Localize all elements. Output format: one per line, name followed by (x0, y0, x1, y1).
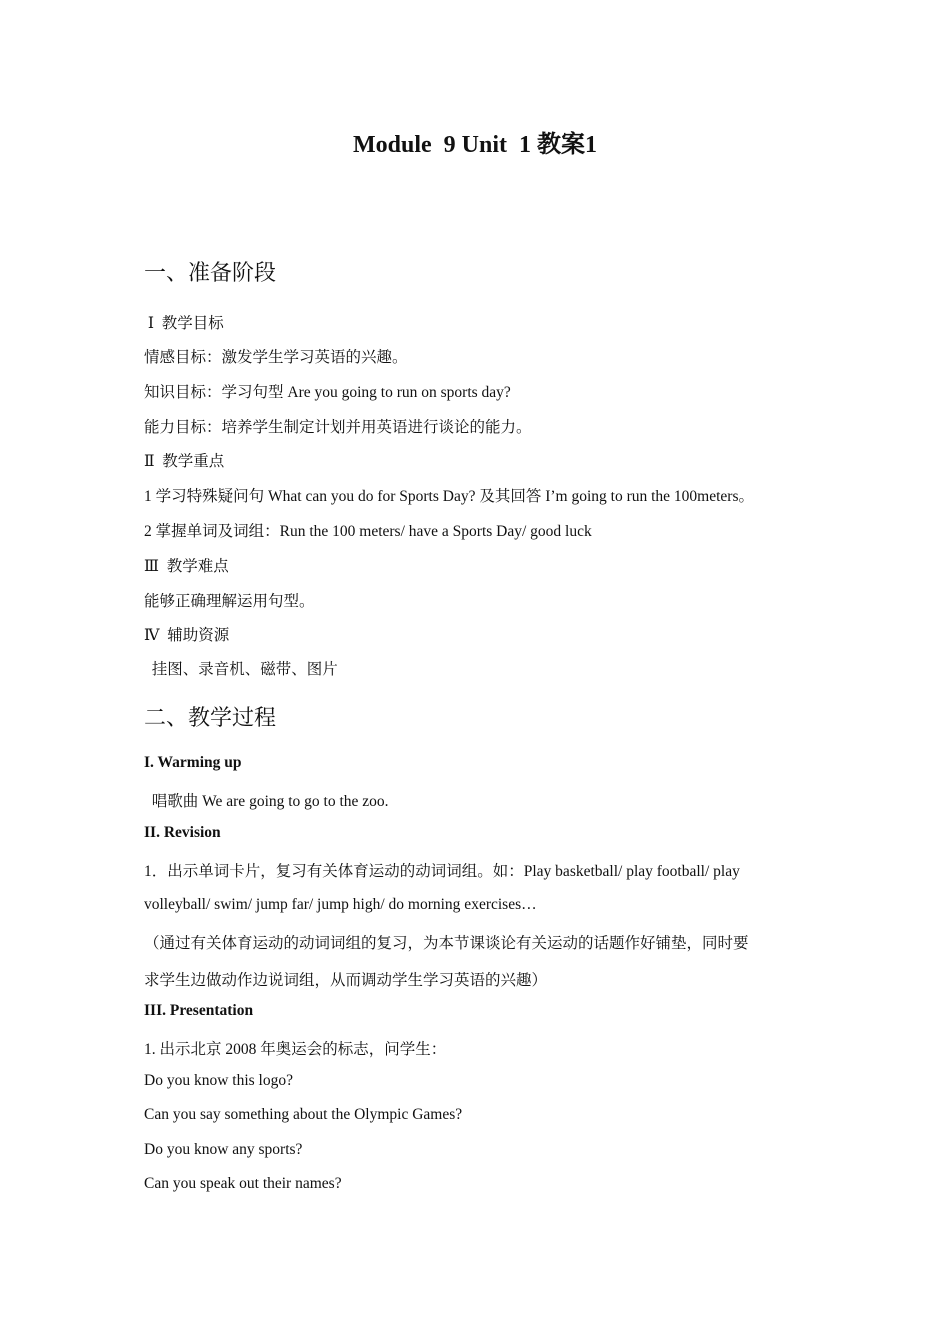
presentation-line-5: Can you speak out their names? (144, 1175, 342, 1192)
difficulty-text: 能够正确理解运用句型。 (144, 593, 315, 610)
revision-line-1: 1．出示单词卡片，复习有关体育运动的动词词组。如：Play basketball/ play football/ play (144, 863, 740, 880)
key-points-heading: Ⅱ 教学重点 (144, 453, 225, 470)
key-point-1: 1 学习特殊疑问句 What can you do for Sports Day? 及其回答 I’m going to run the 100meters。 (144, 488, 755, 505)
resources-heading: Ⅳ 辅助资源 (144, 627, 230, 644)
revision-note-2: 求学生边做动作边说词组，从而调动学生学习英语的兴趣） (144, 972, 548, 989)
presentation-line-2: Do you know this logo? (144, 1072, 293, 1089)
presentation-line-1: 1. 出示北京 2008 年奥运会的标志，问学生： (144, 1041, 447, 1058)
knowledge-objective: 知识目标：学习句型 Are you going to run on sports day? (144, 384, 511, 401)
warming-up-text: 唱歌曲 We are going to go to the zoo. (144, 793, 389, 810)
warming-up-heading: I. Warming up (144, 754, 242, 771)
revision-heading: II. Revision (144, 824, 221, 841)
difficulties-heading: Ⅲ 教学难点 (144, 558, 229, 575)
objectives-heading: Ⅰ 教学目标 (144, 315, 224, 332)
presentation-line-4: Do you know any sports? (144, 1141, 303, 1158)
revision-note-1: （通过有关体育运动的动词词组的复习，为本节课谈论有关运动的话题作好铺垫，同时要 (144, 935, 749, 952)
resources-text: 挂图、录音机、磁带、图片 (144, 661, 338, 678)
section-heading-preparation: 一、准备阶段 (144, 260, 277, 285)
emotional-objective: 情感目标：激发学生学习英语的兴趣。 (144, 349, 408, 366)
presentation-heading: III. Presentation (144, 1002, 254, 1019)
document-title: Module 9 Unit 1 教案1 (352, 132, 597, 158)
presentation-line-3: Can you say something about the Olympic Games? (144, 1106, 463, 1123)
revision-line-2: volleyball/ swim/ jump far/ jump high/ do morning exercises… (144, 896, 537, 913)
key-point-2: 2 掌握单词及词组：Run the 100 meters/ have a Sports Day/ good luck (144, 523, 592, 540)
section-heading-process: 二、教学过程 (144, 705, 277, 730)
ability-objective: 能力目标：培养学生制定计划并用英语进行谈论的能力。 (144, 419, 532, 436)
